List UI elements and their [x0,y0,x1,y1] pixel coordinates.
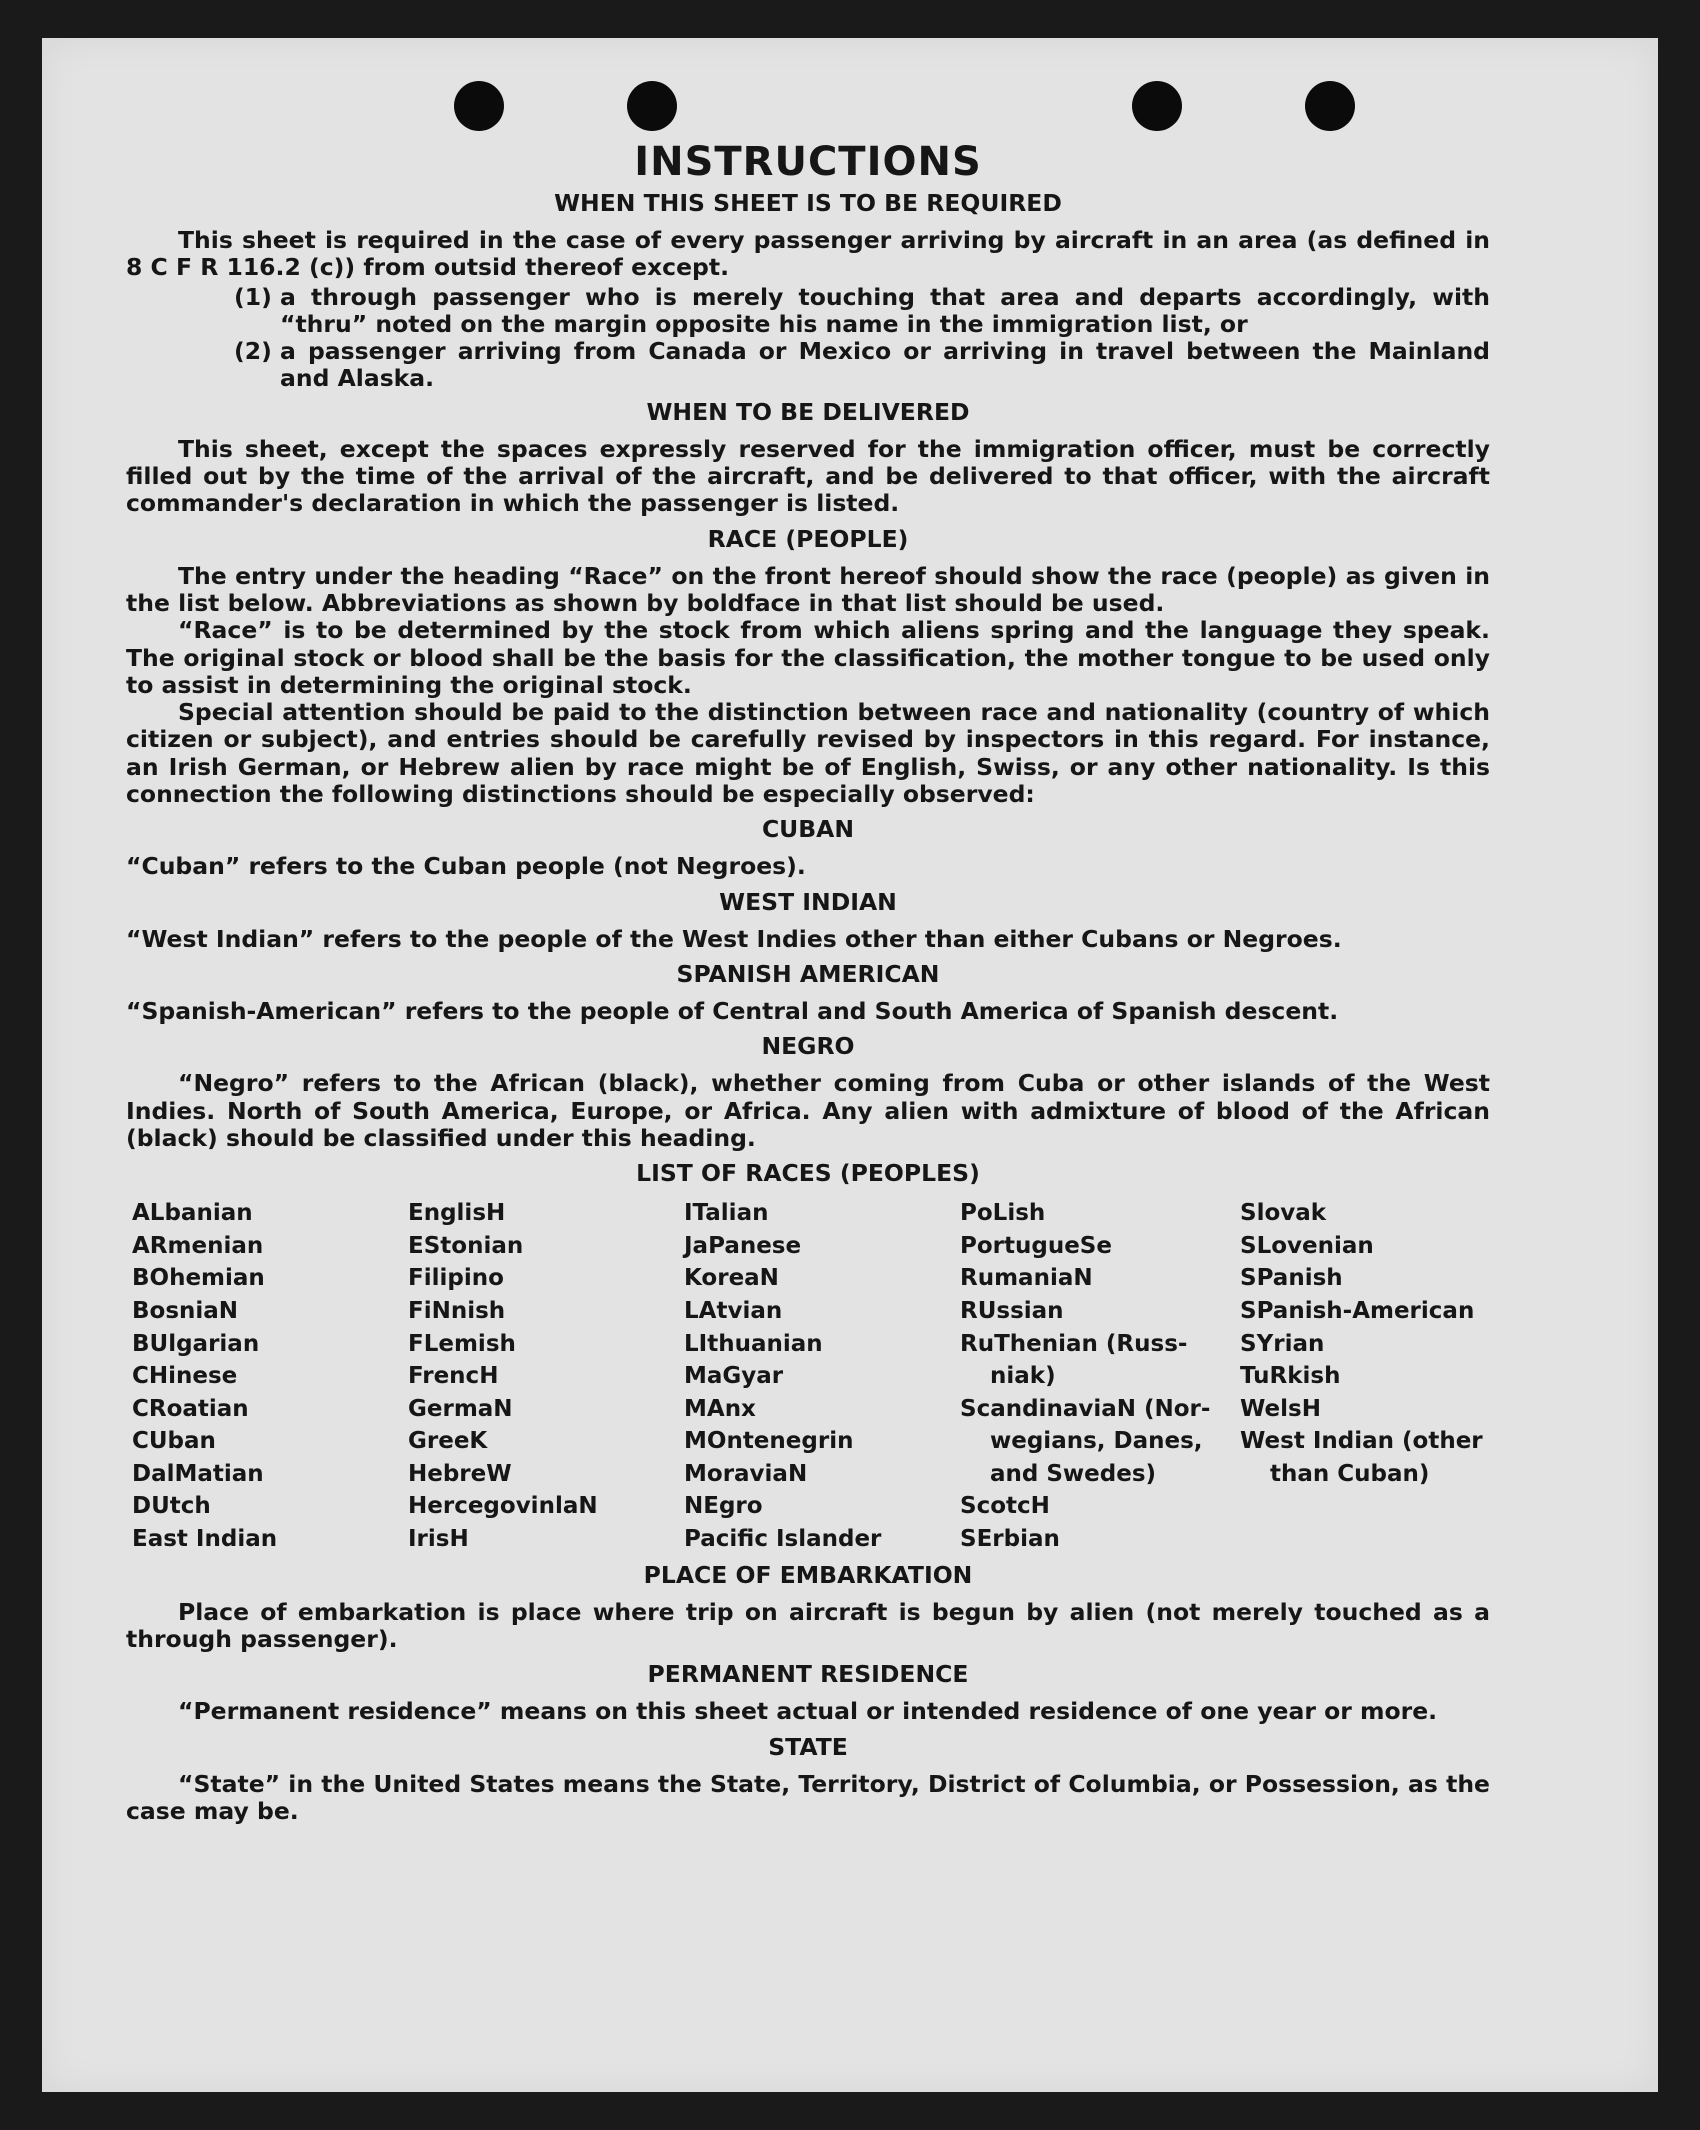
section-heading-embarkation: PLACE OF EMBARKATION [643,1560,973,1589]
race-item-continuation: and Swedes) [990,1460,1157,1487]
race-column [132,1197,408,1556]
section-heading-cuban: CUBAN [761,815,855,844]
west-indian-text: “West Indian” refers to the people of the West Indies other than either Cubans or Negroes. [126,924,1342,953]
section-heading-negro: NEGRO [761,1032,855,1061]
race-item-continuation: wegians, Danes, [990,1428,1203,1455]
race-item: DUtch [132,1493,211,1520]
race-item: MAnx [684,1395,756,1422]
race-paragraph: “Race” is to be determined by the stock from which aliens spring and the language they speak. The original stock or blood shall be the basis for the classification, the mother tongue to be used only to assist in determining the original stock. [126,616,1490,699]
race-item: SLovenian [1240,1232,1374,1259]
race-item: PortugueSe [960,1232,1112,1259]
race-item: FLemish [408,1330,516,1357]
race-item: IrisH [408,1526,469,1553]
spanish-american-text: “Spanish-American” refers to the people of Central and South America of Spanish descent. [126,996,1339,1025]
state-text: “State” in the United States means the State, Territory, District of Columbia, or Possession, as the case may be. [126,1769,1490,1825]
race-item: MOntenegrin [684,1428,854,1455]
punch-hole [1132,81,1182,131]
permanent-residence-text: “Permanent residence” means on this sheet actual or intended residence of one year or more. [178,1697,1438,1726]
clause-text: a through passenger who is merely touching that area and departs accordingly, with “thru” noted on the margin opposite his name in the immigration list, or [280,282,1490,338]
race-item: Filipino [408,1265,504,1292]
section-heading-permanent-residence: PERMANENT RESIDENCE [647,1660,969,1689]
race-item: ITalian [684,1200,769,1227]
race-paragraph: The entry under the heading “Race” on the front hereof should show the race (people) as given in the list below. Abbreviations as shown by boldface in that list should be used. [126,561,1490,617]
race-column [1240,1197,1496,1556]
race-item: NEgro [684,1493,763,1520]
race-item: SErbian [960,1526,1060,1553]
race-item: CHinese [132,1363,238,1390]
race-item-continuation: niak) [990,1363,1056,1390]
race-item: CRoatian [132,1395,249,1422]
page-title: INSTRUCTIONS [634,139,982,185]
race-item: BosniaN [132,1297,239,1324]
race-item: MaGyar [684,1363,784,1390]
race-column [960,1197,1240,1556]
race-item: RUssian [960,1297,1064,1324]
race-paragraph: Special attention should be paid to the distinction between race and nationality (country of which citizen or subject), and entries should be carefully revised by inspectors in this regard. For instance, an Irish German, or Hebrew alien by race might be of English, Swiss, or any other nationality. Is this connection the following distinctions should be especially observed: [126,698,1490,809]
when-delivered-text: This sheet, except the spaces expressly reserved for the immigration officer, must be correctly filled out by the time of the arrival of the aircraft, and be delivered to that officer, with the aircraft commander's declaration in which the passenger is listed. [126,434,1490,518]
clause-text: a passenger arriving from Canada or Mexico or arriving in travel between the Mainland and Alaska. [280,337,1490,393]
clause-number: (1) [234,282,272,311]
race-list [132,1197,1490,1556]
punch-hole [627,81,677,131]
race-item: LIthuanian [684,1330,823,1357]
instructions-content [126,132,1490,1833]
embarkation-text: Place of embarkation is place where trip on aircraft is begun by alien (not merely touched as a through passenger). [126,1597,1490,1653]
negro-text: “Negro” refers to the African (black), whether coming from Cuba or other islands of the West Indies. North of South America, Europe, or Africa. Any alien with admixture of blood of the African (black) should be classified under this heading. [126,1069,1490,1152]
race-item: PoLish [960,1200,1046,1227]
race-item: DalMatian [132,1460,264,1487]
race-item: JaPanese [684,1232,802,1259]
race-item: BOhemian [132,1265,265,1292]
clause-number: (2) [234,337,272,366]
when-required-intro: This sheet is required in the case of every passenger arriving by aircraft in an area (as defined in 8 C F R 116.2 (c)) from outsid thereof except. [126,226,1490,282]
race-item: EStonian [408,1232,524,1259]
race-item: ARmenian [132,1232,264,1259]
race-item: ALbanian [132,1200,253,1227]
race-item: SPanish [1240,1265,1343,1292]
section-heading-list-of-races: LIST OF RACES (PEOPLES) [636,1159,980,1188]
section-heading-when-required: WHEN THIS SHEET IS TO BE REQUIRED [554,189,1062,217]
race-item: Pacific Islander [684,1526,882,1553]
race-item-continuation: than Cuban) [1270,1460,1430,1487]
race-item: CUban [132,1428,216,1455]
race-item: FrencH [408,1363,499,1390]
race-item: RumaniaN [960,1265,1093,1292]
race-item: West Indian (other [1240,1428,1483,1455]
race-item: EnglisH [408,1200,506,1227]
section-heading-race: RACE (PEOPLE) [707,524,909,553]
section-heading-when-delivered: WHEN TO BE DELIVERED [646,397,970,426]
section-heading-spanish-american: SPANISH AMERICAN [676,959,940,988]
race-column [684,1197,960,1556]
race-item: East Indian [132,1526,278,1553]
race-item: ScandinaviaN (Nor- [960,1395,1211,1422]
exception-clause [234,338,1490,393]
race-item: ScotcH [960,1493,1050,1520]
punch-hole [454,81,504,131]
race-item: Slovak [1240,1200,1327,1227]
race-item: LAtvian [684,1297,783,1324]
exception-clause [234,284,1490,339]
race-item: GermaN [408,1395,513,1422]
race-item: KoreaN [684,1265,779,1292]
race-item: HebreW [408,1460,512,1487]
punch-hole [1305,81,1355,131]
race-item: MoraviaN [684,1460,808,1487]
section-heading-state: STATE [768,1732,848,1761]
race-item: FiNnish [408,1297,506,1324]
race-item: GreeK [408,1428,488,1455]
race-item: SYrian [1240,1330,1325,1357]
race-column [408,1197,684,1556]
race-item: BUlgarian [132,1330,260,1357]
race-item: SPanish-American [1240,1297,1475,1324]
race-item: RuThenian (Russ- [960,1330,1188,1357]
race-item: WelsH [1240,1395,1321,1422]
section-heading-west-indian: WEST INDIAN [719,887,897,916]
cuban-text: “Cuban” refers to the Cuban people (not Negroes). [126,852,806,881]
race-item: HercegovinlaN [408,1493,598,1520]
race-item: TuRkish [1240,1363,1341,1390]
